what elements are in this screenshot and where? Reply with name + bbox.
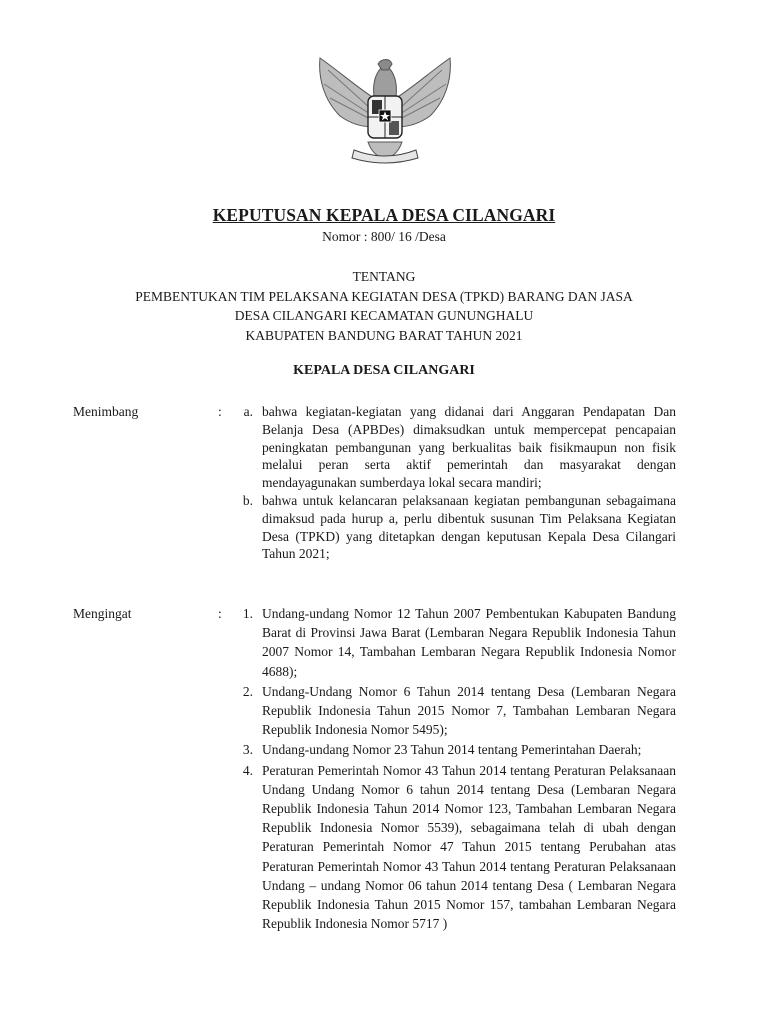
list-text: Peraturan Pemerintah Nomor 43 Tahun 2014 tentang Peraturan Pelaksanaan Undang Undang Nomor 6 tahun 2014 tentang Desa (Lembaran Negara Republik Indonesia Tahun 2014 Nomor 123, Tambahan Lembaran Negara Republik Indonesia Nomor 5539), sebagaimana telah di ubah dengan Peraturan Pemerintah Nomor 47 Tahun 2015 tentang Perubahan atas Peraturan Pemerintah Nomor 43 Tahun 2014 tentang Peraturan Pelaksanaan Undang – undang Nomor 06 tahun 2014 tentang Desa ( Lembaran Negara Republik Indonesia Tahun 2015 Nomor 157, tambahan Lembaran Negara Republik Indonesia Nomor 5717 ) [262, 762, 676, 932]
list-item [233, 761, 676, 934]
list-marker: a. [243, 404, 253, 419]
garuda-emblem [310, 50, 460, 168]
menimbang-colon: : [218, 404, 222, 419]
list-item [233, 682, 676, 740]
document-title: KEPUTUSAN KEPALA DESA CILANGARI [212, 205, 556, 225]
list-marker: 2. [242, 683, 253, 699]
list-item [233, 403, 676, 492]
tentang-line: DESA CILANGARI KECAMATAN GUNUNGHALU [234, 308, 534, 324]
mengingat-colon: : [218, 606, 222, 621]
list-item [233, 740, 676, 759]
list-text: Undang-Undang Nomor 6 Tahun 2014 tentang Desa (Lembaran Negara Republik Indonesia Tahun 2015 Nomor 7, Tambahan Lembaran Negara Republik Indonesia Nomor 5495); [262, 683, 676, 738]
list-marker: b. [242, 492, 253, 508]
list-text: bahwa kegiatan-kegiatan yang didanai dari Anggaran Pendapatan Dan Belanja Desa (APBDes) dimaksudkan untuk mempercepat pencapaian peningkatan pembangunan yang berkualitas baik fisikmaupun non fisik melalui peran serta aktif pemerintah dan masyarakat dengan mendayagunakan sumberdaya lokal secara mandiri; [262, 404, 676, 491]
tentang-heading: TENTANG [352, 269, 416, 284]
list-text: Undang-undang Nomor 12 Tahun 2007 Pembentukan Kabupaten Bandung Barat di Provinsi Jawa Barat (Lembaran Negara Republik Indonesia Tahun 2007 Nomor 14, Tambahan Lembaran Negara Republik Indonesia Nomor 4688); [262, 606, 676, 679]
menimbang-label: Menimbang [73, 404, 139, 419]
list-marker: 1. [242, 606, 253, 621]
menimbang-list [233, 403, 676, 563]
list-text: bahwa untuk kelancaran pelaksanaan kegiatan pembangunan sebagaimana dimaksud pada hurup a, perlu dibentuk susunan Tim Pelaksana Kegiatan Desa (TPKD) yang ditetapkan dengan keputusan Kepala Desa Cilangari Tahun 2021; [262, 492, 676, 562]
mengingat-label: Mengingat [73, 606, 132, 621]
list-text: Undang-undang Nomor 23 Tahun 2014 tentang Pemerintahan Daerah; [262, 742, 642, 758]
tentang-block [0, 267, 768, 346]
list-marker: 4. [242, 762, 253, 778]
tentang-line: KABUPATEN BANDUNG BARAT TAHUN 2021 [245, 328, 523, 344]
list-item [233, 604, 676, 681]
list-item [233, 492, 676, 563]
mengingat-list [233, 604, 676, 934]
list-marker: 3. [242, 742, 253, 758]
tentang-line: PEMBENTUKAN TIM PELAKSANA KEGIATAN DESA (TPKD) BARANG DAN JASA [135, 288, 633, 304]
document-number: Nomor : 800/ 16 /Desa [322, 229, 446, 244]
issuer-heading: KEPALA DESA CILANGARI [293, 363, 475, 378]
